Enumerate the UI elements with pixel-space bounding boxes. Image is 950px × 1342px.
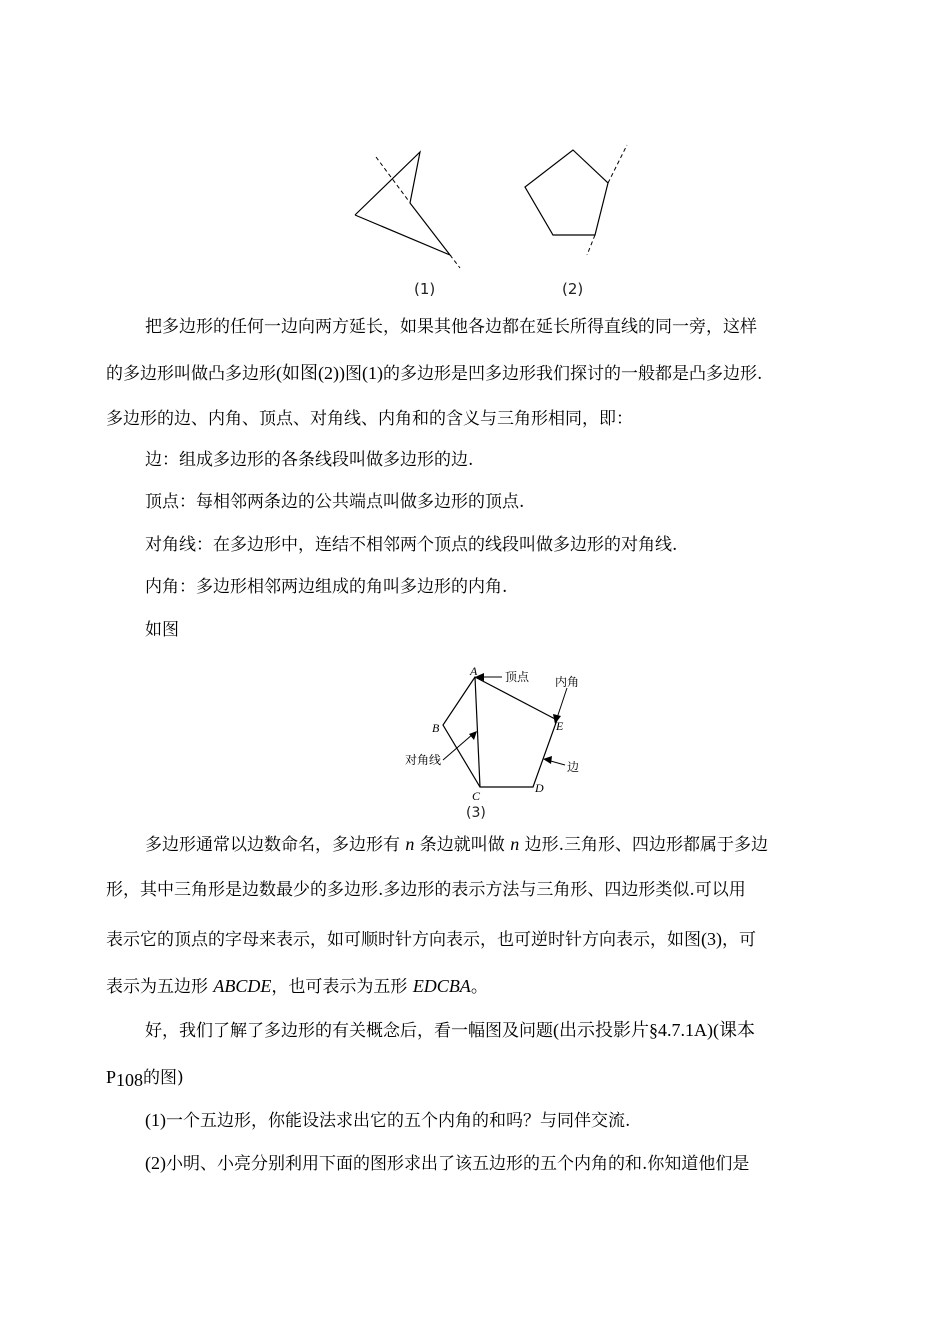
variable-n: n [510, 834, 520, 854]
text: 图 [344, 364, 362, 384]
label-diagonal-term: 对角线 [405, 753, 442, 767]
label-edge-term: 边 [567, 760, 580, 774]
label-interior-angle-term: 内角 [555, 675, 580, 689]
vertex-label-c: C [472, 789, 481, 803]
pentagon-outline [525, 150, 608, 235]
paragraph-line [106, 928, 846, 951]
text: 。 [470, 977, 488, 997]
paragraph-line [145, 1019, 885, 1042]
text: 边形.三角形、四边形都属于多边 [519, 835, 769, 855]
text: (1) [361, 363, 383, 383]
text: 如图 [145, 620, 179, 640]
concave-polygon-outline [355, 152, 450, 255]
label-vertex-term: 顶点 [505, 670, 530, 684]
text: ，可 [722, 930, 756, 950]
dashed-extension-line-2 [587, 235, 595, 255]
text: 形，其中三角形是边数最少的多边形.多边形的表示方法与三角形、四边形类似.可以用 [106, 880, 746, 900]
definition-diagonal [145, 534, 885, 556]
paragraph-line [106, 362, 846, 385]
question-1 [145, 1109, 885, 1132]
text: 顶点：每相邻两条边的公共端点叫做多边形的顶点. [145, 492, 525, 512]
variable-n: n [405, 834, 415, 854]
paragraph-line [106, 879, 846, 901]
arrowhead [469, 731, 477, 740]
paragraph-line [145, 833, 885, 856]
page-number-subscript: 108 [116, 1070, 144, 1090]
vertex-label-a: A [470, 664, 478, 678]
text: 的图) [143, 1068, 184, 1088]
text: ，也可表示为五形 [271, 977, 413, 997]
text: (3) [701, 929, 722, 949]
vertex-label-e: E [556, 719, 564, 733]
text: 把多边形的任何一边向两方延长，如果其他各边都在延长所得直线的同一旁，这样 [145, 317, 757, 337]
interior-angle-arrow [557, 688, 567, 718]
question-2 [145, 1152, 885, 1175]
vertex-label-d: D [535, 781, 544, 795]
text: P [106, 1067, 117, 1087]
text: 小明、小亮分别利用下面的图形求出了该五边形的五个内角的和.你知道他们是 [166, 1154, 750, 1174]
text: 边：组成多边形的各条线段叫做多边形的边. [145, 450, 474, 470]
text: (出示投影片§4.7.1A)(课本 [553, 1020, 755, 1040]
text: 内角：多边形相邻两边组成的角叫多边形的内角. [145, 577, 508, 597]
text: 表示它的顶点的字母来表示，如可顺时针方向表示，也可逆时针方向表示，如图 [106, 930, 701, 950]
text: (1) [145, 1110, 166, 1130]
text: 对角线：在多边形中，连结不相邻两个顶点的线段叫做多边形的对角线. [145, 535, 678, 555]
figure-1-caption: (1) [414, 280, 436, 298]
polygon-name-edcba: EDCBA [412, 976, 471, 996]
text: 的多边形是凹多边形我们探讨的一般都是凸多边形. [382, 364, 763, 384]
figure-2-caption: (2) [562, 280, 584, 298]
text: 好，我们了解了多边形的有关概念后，看一幅图及问题 [145, 1021, 553, 1041]
figure-2-convex-pentagon [515, 140, 635, 265]
figure-3-labeled-pentagon [395, 660, 595, 825]
text: 多边形通常以边数命名，多边形有 [145, 835, 406, 855]
paragraph-line [106, 408, 846, 430]
paragraph-line [145, 316, 885, 338]
text: 的多边形叫做凸多边形 [106, 364, 276, 384]
dashed-extension-line [608, 145, 627, 183]
as-figure-text [145, 619, 885, 641]
paragraph-line [106, 975, 846, 998]
pentagon-abcde-outline [443, 677, 557, 787]
figure-3-caption: (3) [466, 805, 486, 821]
vertex-label-b: B [432, 721, 440, 735]
paragraph-line [106, 1066, 846, 1091]
text: (2) [145, 1153, 166, 1173]
text: (如图(2)) [276, 363, 345, 383]
text: 多边形的边、内角、顶点、对角线、内角和的含义与三角形相同，即： [106, 409, 633, 429]
definition-edge [145, 449, 885, 471]
definition-interior-angle [145, 576, 885, 598]
arrowhead [543, 756, 552, 764]
text: 条边就叫做 [414, 835, 511, 855]
text: 表示为五边形 [106, 977, 214, 997]
polygon-name-abcde: ABCDE [213, 976, 272, 996]
diagonal-arrow [443, 734, 473, 760]
text: 一个五边形，你能设法求出它的五个内角的和吗？与同伴交流. [166, 1111, 631, 1131]
figure-1-concave-polygon [340, 140, 470, 275]
definition-vertex [145, 491, 885, 513]
dashed-extension-line-2 [450, 255, 460, 268]
